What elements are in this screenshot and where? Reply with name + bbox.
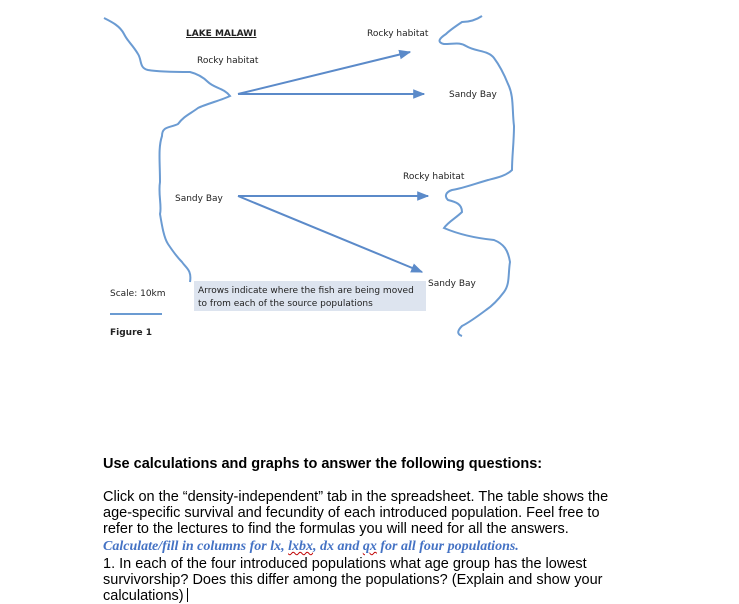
- arrow-to-sandy-lower: [238, 196, 422, 272]
- calc-text-e: for all four populations.: [376, 539, 519, 554]
- figure-label: Figure 1: [110, 328, 153, 338]
- calc-text-c: , dx and: [313, 539, 363, 554]
- instruction-line-2: age-specific survival and fecundity of each introduced population. Feel free to: [103, 505, 600, 521]
- note-line-2: to from each of the source populations: [198, 299, 373, 309]
- calc-term-lxbx: lxbx: [288, 539, 314, 554]
- calc-text-a: Calculate/fill in columns for lx,: [103, 539, 289, 554]
- questions-heading: Use calculations and graphs to answer the following questions:: [103, 456, 543, 472]
- lake-title: LAKE MALAWI: [186, 29, 257, 39]
- arrow-note-box: [194, 281, 426, 311]
- label-sandy-bay-left: Sandy Bay: [175, 194, 223, 204]
- question-1-line-3[interactable]: [103, 588, 188, 604]
- scale-label: Scale: 10km: [110, 289, 166, 299]
- instruction-line-1: Click on the “density-independent” tab in the spreadsheet. The table shows the: [103, 489, 609, 505]
- label-rocky-habitat-mid: Rocky habitat: [403, 172, 465, 182]
- note-line-1: Arrows indicate where the fish are being moved: [198, 286, 414, 296]
- label-rocky-habitat-left: Rocky habitat: [197, 56, 259, 66]
- label-sandy-bay-upper: Sandy Bay: [449, 90, 497, 100]
- question-1-line-2: survivorship? Does this differ among the populations? (Explain and show your: [103, 572, 603, 588]
- question-1-line-3-text: calculations): [103, 588, 184, 604]
- text-cursor: [187, 588, 188, 602]
- calc-term-qx: qx: [362, 539, 377, 554]
- instruction-line-3: refer to the lectures to find the formulas you will need for all the answers.: [103, 521, 569, 537]
- label-sandy-bay-lower: Sandy Bay: [428, 279, 476, 289]
- arrow-to-rocky-top: [238, 52, 410, 94]
- calculate-instruction: [103, 539, 519, 555]
- label-rocky-habitat-top: Rocky habitat: [367, 29, 429, 39]
- question-1-line-1: 1. In each of the four introduced populations what age group has the lowest: [103, 556, 587, 572]
